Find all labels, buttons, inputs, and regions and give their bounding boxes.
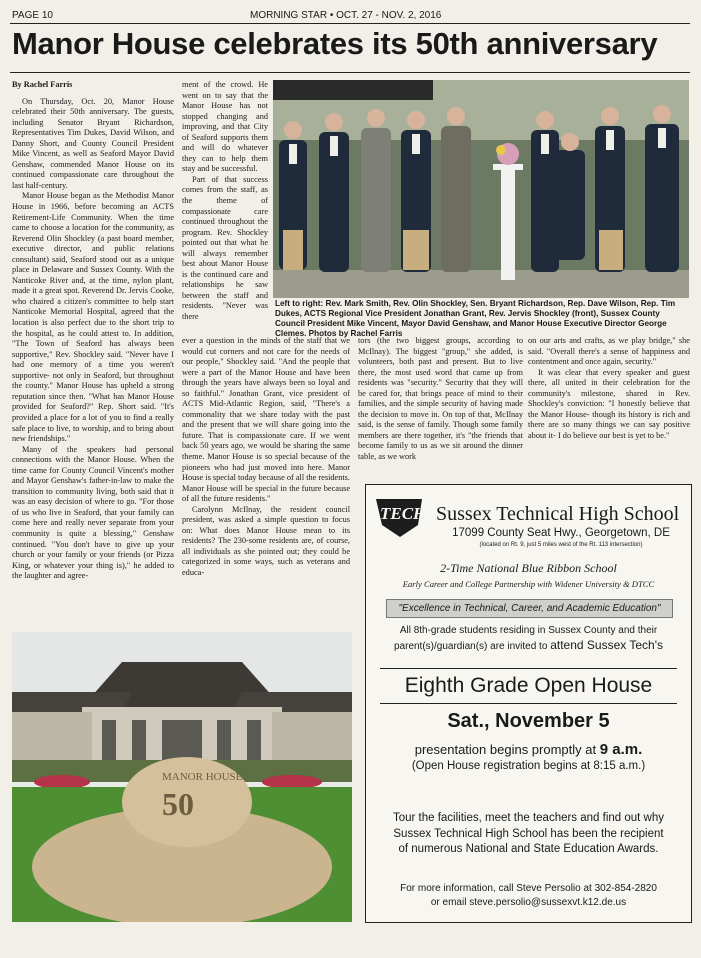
sign-text: MANOR HOUSE bbox=[162, 771, 243, 783]
header-rule bbox=[10, 23, 690, 24]
article-column-1 bbox=[12, 80, 174, 628]
paragraph: ment of the crowd. He went on to say that the Manor House has not stopped changing and improving, and that City of Seaford supports them and will do whatever they can to help them stay and be successful. bbox=[182, 80, 268, 174]
invite-bold: attend Sussex Tech's bbox=[550, 638, 663, 652]
article-column-4 bbox=[528, 336, 690, 476]
ad-divider bbox=[380, 703, 677, 704]
event-title: Eighth Grade Open House bbox=[404, 674, 653, 697]
headline-rule bbox=[10, 72, 690, 73]
byline: By Rachel Farris bbox=[12, 80, 73, 89]
paragraph: ever a question in the minds of the staff that we would cut corners and not care for the needs of our people," Shockley said. "And the people that were a part of the Manor House and have been through the years have always been so loyal and so faithful." Jonathan Grant, vice president of ACTS Mid-Atlantic Region, said, "There's a commonality that we share today with the past and the present that we will share going into the future. That is compassionate care. If we went back 50 years ago, we would be sharing the same theme. Manor House is so special because of the pioneers who had just moved into here. Manor House is special today because of all the residents. Manor House will be special in the future because of all the future residents." bbox=[182, 336, 350, 504]
registration-line: (Open House registration begins at 8:15 a.m.) bbox=[411, 760, 646, 772]
school-name: Sussex Technical High School bbox=[436, 503, 680, 525]
paragraph: On Thursday, Oct. 20, Manor House celebrated their 50th anniversary. The guests, including Senator Bryant Richardson, Representatives Tim Dukes, David Wilson, and Danny Short, and County Council President Mike Vincent, as well as Seaford Mayor David Genshaw, commended Manor House on its continued compassionate care throughout the last half-century. bbox=[12, 96, 174, 190]
paragraph: Part of that success comes from the staff, as the theme of compassionate care continued throughout the program. Rev. Shockley pointed out that what he will always remember best about Manor House is the continued care and relationships he saw between the staff and residents. "Never was there bbox=[182, 174, 268, 322]
school-address: 17099 County Seat Hwy., Georgetown, DE bbox=[452, 527, 670, 539]
tour-text: Tour the facilities, meet the teachers and find out why Sussex Technical High School has been the recipient of numerous National and State Education Awards. bbox=[392, 812, 665, 855]
tech-logo-icon bbox=[374, 495, 424, 539]
invite-line: All 8th-grade students residing in Sussex County and their parent(s)/guardian(s) are invited to bbox=[393, 625, 658, 652]
ad-divider bbox=[380, 668, 677, 669]
building-photo-image bbox=[12, 632, 352, 922]
invite-text bbox=[380, 624, 677, 654]
award-line: 2-Time National Blue Ribbon School bbox=[440, 561, 617, 575]
sussex-tech-ad bbox=[365, 484, 692, 923]
logo-text: TECH bbox=[380, 504, 424, 523]
event-date: Sat., November 5 bbox=[447, 710, 610, 732]
time-line bbox=[366, 741, 691, 758]
paragraph: Manor House began as the Methodist Manor House in 1966, before becoming an ACTS Retirement-Life Community. When the time came to choose a location for the community, as Reverend Olin Shockley (a past board member, executive director, and public relations consultant) said, Seaford stood out as a unique place in Delaware and Sussex County. With the Nanticoke River and, at the time, nylon plant, made it a great spot. Reverend Dr. Jervis Cooke, who chaired a citizen's committee to help start Nanticoke Memorial Hospital, agreed that the location is also perfect due to the short trip to the hospital, as he could attest to. In addition, "The Town of Seaford has always been supportive," Rev. Shockley said. "Never have I had one memory of a time you weren't supportive- not only in Seaford, but throughout the county." Manor House has upheld a strong reputation since then. "What has Manor House provided for Seaford?" Rep. Short said. "It's provided a place for a lot of you to find a really safe place to live, to worship, and to bring about new friendships." bbox=[12, 191, 174, 444]
contact-email: or email steve.persolio@sussexvt.k12.de.us bbox=[430, 897, 627, 908]
paragraph: tors (the two biggest groups, according to McIlnay). The biggest "group," she added, is volunteers, both past and present. But to live there, the most used word that came up from residents was "security." Security that they will be cared for, that brings peace of mind to their families, and the simple security of having made the decision to move in. On top of that, McIlnay said, is the sense of family. Though some family members are there together, it's "the friends that become family to us as we sit around the dinner table, as we work bbox=[358, 336, 523, 462]
sign-number: 50 bbox=[162, 786, 194, 822]
event-time: 9 a.m. bbox=[599, 741, 643, 758]
headline: Manor House celebrates its 50th anniversary bbox=[12, 26, 658, 61]
paragraph: It was clear that every speaker and guest there, all united in their celebration for the community's milestone, shared in Rev. Shockley's conviction: "I honestly believe that the Manor House- though its history is rich and there are so many things we can say positive about it- I do believe our best is yet to be." bbox=[528, 367, 690, 440]
group-photo bbox=[273, 80, 689, 298]
partnership-line: Early Career and College Partnership with Widener University & DTCC bbox=[402, 579, 655, 589]
page-number: PAGE 10 bbox=[12, 10, 53, 21]
time-label: presentation begins promptly at bbox=[414, 742, 597, 757]
contact-phone: For more information, call Steve Persolio at 302-854-2820 bbox=[400, 883, 657, 894]
group-photo-image bbox=[273, 80, 689, 298]
paper-dateline: MORNING STAR • OCT. 27 - NOV. 2, 2016 bbox=[250, 10, 442, 21]
paragraph: Many of the speakers had personal connections with the Manor House. When the time came for County Council Vincent's mother and Mayor Genshaw's father-in-law to make the transition to community living, both said that it was an easy decision of where to go. "For those of us who live in Seaford, that your family can come here and really never separate from your community is quite a blessing," Genshaw continued. "You don't have to give up your church or your family or your friends (or Pizza King, or whatever your thing is)," he added to the laughter and agree- bbox=[12, 444, 174, 581]
building-photo bbox=[12, 632, 352, 922]
photo-caption: Left to right: Rev. Mark Smith, Rev. Olin Shockley, Sen. Bryant Richardson, Rep. Dave Wilson, Rep. Tim Dukes, ACTS Regional Vice President Jonathan Grant, Rev. Jervis Shockley (front), Sussex County Council President Mike Vincent, Mayor David Genshaw, and Manor House Executive Director George Clemes. Photos by Rachel Farris bbox=[275, 299, 676, 338]
article-column-2-bottom bbox=[182, 336, 350, 628]
tech-logo bbox=[374, 495, 424, 539]
slogan-banner: "Excellence in Technical, Career, and Academic Education" bbox=[386, 599, 673, 618]
paragraph: Carolynn McIlnay, the resident council president, was asked a simple question to focus on: What does Manor House mean to its residents? The 230-some residents are, of course, all individuals as she pointed out; they could be categorized in some ways, such as veterans and educa- bbox=[182, 504, 350, 578]
article-column-3 bbox=[358, 336, 523, 476]
article-column-2-top bbox=[182, 80, 268, 334]
location-note: (located on Rt. 9, just 5 miles west of the Rt. 113 intersection) bbox=[479, 542, 643, 548]
paragraph: on our arts and crafts, as we play bridge," she said. "Overall there's a sense of happiness and contentment and once again, security." bbox=[528, 336, 690, 367]
